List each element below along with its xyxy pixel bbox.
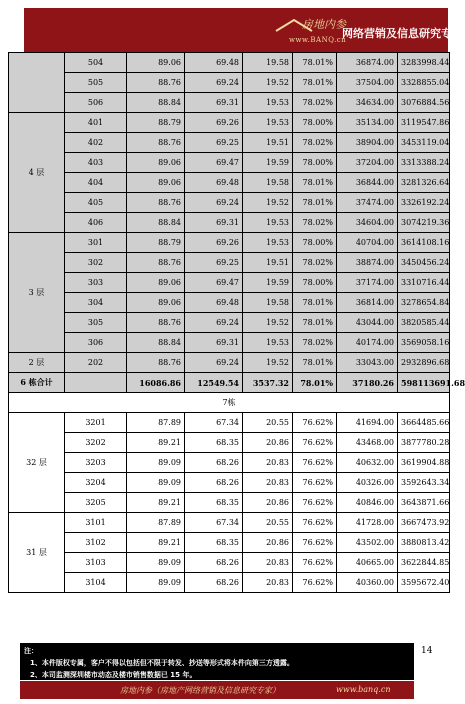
table-cell: 87.89	[127, 413, 185, 433]
table-cell: 40174.00	[337, 333, 398, 353]
table-row	[9, 153, 450, 173]
table-cell: 3281326.64	[398, 173, 450, 193]
total-cell: 78.01%	[293, 373, 337, 393]
table-cell: 78.00%	[293, 153, 337, 173]
notes-line-1: 1、本件版权专属，客户不得以包括但不限于转发、抄送等形式将本件向第三方透露。	[30, 659, 294, 667]
table-cell: 405	[65, 193, 127, 213]
table-cell: 19.59	[243, 273, 293, 293]
table-cell: 68.35	[185, 533, 243, 553]
table-cell: 88.76	[127, 313, 185, 333]
table-cell: 36874.00	[337, 53, 398, 73]
table-cell: 78.01%	[293, 173, 337, 193]
table-cell: 89.21	[127, 533, 185, 553]
footer-url: www.banq.cn	[336, 685, 391, 694]
table-cell: 3076884.56	[398, 93, 450, 113]
table-cell: 89.09	[127, 553, 185, 573]
table-cell: 88.79	[127, 233, 185, 253]
table-cell: 20.83	[243, 453, 293, 473]
table-cell: 19.53	[243, 113, 293, 133]
table-cell: 19.52	[243, 73, 293, 93]
table-cell: 303	[65, 273, 127, 293]
table-cell: 33043.00	[337, 353, 398, 373]
table-cell: 305	[65, 313, 127, 333]
table-cell: 78.02%	[293, 133, 337, 153]
header-banner	[24, 8, 463, 52]
table-cell: 78.02%	[293, 93, 337, 113]
table-cell: 88.76	[127, 73, 185, 93]
table-cell: 89.21	[127, 493, 185, 513]
table-row	[9, 193, 450, 213]
table-cell: 78.02%	[293, 213, 337, 233]
table-cell: 3595672.40	[398, 573, 450, 593]
table-cell: 19.58	[243, 173, 293, 193]
table-cell: 3326192.24	[398, 193, 450, 213]
building-row	[9, 393, 450, 413]
table-cell: 69.24	[185, 353, 243, 373]
table-cell: 406	[65, 213, 127, 233]
table-cell: 88.76	[127, 353, 185, 373]
table-cell: 3203	[65, 453, 127, 473]
table-cell: 403	[65, 153, 127, 173]
table-cell: 19.59	[243, 153, 293, 173]
table-cell: 3664485.66	[398, 413, 450, 433]
table-cell: 78.01%	[293, 353, 337, 373]
table-cell: 20.55	[243, 513, 293, 533]
table-cell: 40632.00	[337, 453, 398, 473]
table-cell: 78.02%	[293, 333, 337, 353]
table-cell: 40326.00	[337, 473, 398, 493]
table-cell: 78.01%	[293, 313, 337, 333]
table-cell: 3103	[65, 553, 127, 573]
table-cell: 3643871.66	[398, 493, 450, 513]
table-cell: 35134.00	[337, 113, 398, 133]
table-cell: 3102	[65, 533, 127, 553]
table-cell: 78.02%	[293, 253, 337, 273]
table-row	[9, 233, 450, 253]
table-cell: 76.62%	[293, 513, 337, 533]
page-number: 14	[421, 646, 433, 656]
table-cell: 40846.00	[337, 493, 398, 513]
table-cell: 78.00%	[293, 273, 337, 293]
table-cell: 69.24	[185, 73, 243, 93]
table-cell: 20.83	[243, 473, 293, 493]
table-cell: 69.31	[185, 213, 243, 233]
table-cell: 202	[65, 353, 127, 373]
table-cell: 68.35	[185, 493, 243, 513]
table-cell: 301	[65, 233, 127, 253]
table-row	[9, 253, 450, 273]
total-cell: 12549.54	[185, 373, 243, 393]
table-cell: 20.83	[243, 573, 293, 593]
table-cell: 76.62%	[293, 413, 337, 433]
table-cell: 88.84	[127, 213, 185, 233]
table-cell: 69.47	[185, 273, 243, 293]
floor-cell: 31 层	[9, 513, 65, 593]
table-cell: 76.62%	[293, 573, 337, 593]
footer-text: 房地内参（房地产网络营销及信息研究专家）	[120, 686, 280, 695]
table-cell: 20.55	[243, 413, 293, 433]
table-row	[9, 133, 450, 153]
table-cell: 89.09	[127, 573, 185, 593]
table-cell: 69.24	[185, 313, 243, 333]
logo-name: 房地内参	[302, 18, 346, 31]
table-cell: 20.86	[243, 533, 293, 553]
table-cell: 3880813.42	[398, 533, 450, 553]
table-cell: 3119547.86	[398, 113, 450, 133]
table-row	[9, 293, 450, 313]
table-cell: 19.58	[243, 53, 293, 73]
table-cell: 68.26	[185, 473, 243, 493]
table-cell: 3310716.44	[398, 273, 450, 293]
table-cell: 87.89	[127, 513, 185, 533]
table-cell: 20.83	[243, 553, 293, 573]
logo-url: www.BANQ.cn	[289, 36, 347, 44]
table-cell: 37474.00	[337, 193, 398, 213]
notes-box	[20, 643, 414, 680]
table-cell: 3820585.44	[398, 313, 450, 333]
table-cell: 89.06	[127, 273, 185, 293]
table-cell: 89.06	[127, 293, 185, 313]
table-row	[9, 173, 450, 193]
table-cell: 88.76	[127, 133, 185, 153]
table-cell: 19.53	[243, 93, 293, 113]
table-row	[9, 93, 450, 113]
table-row	[9, 53, 450, 73]
table-cell: 38904.00	[337, 133, 398, 153]
table-cell: 76.62%	[293, 493, 337, 513]
table-cell: 3877780.28	[398, 433, 450, 453]
table-cell: 89.21	[127, 433, 185, 453]
table-cell: 76.62%	[293, 473, 337, 493]
notes-line-2: 2、本司监测深圳楼市动态及楼市销售数据已 15 年。	[30, 671, 197, 679]
table-cell: 3074219.36	[398, 213, 450, 233]
floor-cell: 2 层	[9, 353, 65, 373]
table-cell: 68.26	[185, 573, 243, 593]
table-cell: 19.52	[243, 193, 293, 213]
table-cell: 506	[65, 93, 127, 113]
table-row	[9, 73, 450, 93]
table-cell: 3283998.44	[398, 53, 450, 73]
table-row	[9, 413, 450, 433]
table-cell: 3205	[65, 493, 127, 513]
table-cell: 36844.00	[337, 173, 398, 193]
total-row	[9, 373, 450, 393]
table-cell: 20.86	[243, 493, 293, 513]
table-row	[9, 453, 450, 473]
table-cell: 78.01%	[293, 193, 337, 213]
table-cell: 41728.00	[337, 513, 398, 533]
table-cell: 504	[65, 53, 127, 73]
notes-title: 注：	[24, 647, 38, 655]
table-row	[9, 473, 450, 493]
table-cell: 69.26	[185, 233, 243, 253]
table-cell: 3667473.92	[398, 513, 450, 533]
table-cell: 19.52	[243, 353, 293, 373]
table-cell: 306	[65, 333, 127, 353]
table-cell: 2932896.68	[398, 353, 450, 373]
total-cell	[65, 373, 127, 393]
total-cell: 16086.86	[127, 373, 185, 393]
table-cell: 69.48	[185, 293, 243, 313]
table-row	[9, 513, 450, 533]
total-cell: 6 栋合计	[9, 373, 65, 393]
table-cell: 3328855.04	[398, 73, 450, 93]
table-cell: 43502.00	[337, 533, 398, 553]
table-cell: 78.01%	[293, 53, 337, 73]
table-row	[9, 353, 450, 373]
table-row	[9, 113, 450, 133]
table-row	[9, 273, 450, 293]
table-cell: 19.53	[243, 233, 293, 253]
floor-cell: 32 层	[9, 413, 65, 513]
table-cell: 78.00%	[293, 113, 337, 133]
floor-cell	[9, 53, 65, 113]
table-cell: 505	[65, 73, 127, 93]
table-cell: 89.09	[127, 473, 185, 493]
table-cell: 69.31	[185, 93, 243, 113]
table-cell: 76.62%	[293, 453, 337, 473]
table-cell: 34634.00	[337, 93, 398, 113]
table-cell: 37504.00	[337, 73, 398, 93]
table-cell: 3313388.24	[398, 153, 450, 173]
table-row	[9, 313, 450, 333]
table-cell: 3204	[65, 473, 127, 493]
total-cell: 37180.26	[337, 373, 398, 393]
table-cell: 3619904.88	[398, 453, 450, 473]
table-cell: 89.06	[127, 173, 185, 193]
table-cell: 69.47	[185, 153, 243, 173]
table-cell: 19.52	[243, 313, 293, 333]
table-cell: 89.06	[127, 53, 185, 73]
table-cell: 34604.00	[337, 213, 398, 233]
table-cell: 88.84	[127, 333, 185, 353]
table-cell: 69.48	[185, 173, 243, 193]
table-cell: 3101	[65, 513, 127, 533]
table-cell: 67.34	[185, 513, 243, 533]
table-cell: 78.01%	[293, 73, 337, 93]
table-cell: 67.34	[185, 413, 243, 433]
table-cell: 3201	[65, 413, 127, 433]
table-cell: 3278654.84	[398, 293, 450, 313]
table-cell: 20.86	[243, 433, 293, 453]
table-cell: 69.26	[185, 113, 243, 133]
total-cell: 598113691.68	[398, 373, 450, 393]
table-cell: 19.58	[243, 293, 293, 313]
table-row	[9, 433, 450, 453]
table-row	[9, 533, 450, 553]
table-cell: 404	[65, 173, 127, 193]
table-cell: 3592643.34	[398, 473, 450, 493]
table-cell: 304	[65, 293, 127, 313]
table-cell: 3622844.85	[398, 553, 450, 573]
sales-table	[8, 52, 465, 593]
table-cell: 3202	[65, 433, 127, 453]
table-cell: 40665.00	[337, 553, 398, 573]
total-cell: 3537.32	[243, 373, 293, 393]
table-cell: 40704.00	[337, 233, 398, 253]
floor-cell: 3 层	[9, 233, 65, 353]
table-cell: 76.62%	[293, 553, 337, 573]
footer-banner	[20, 681, 414, 699]
table-row	[9, 573, 450, 593]
table-cell: 88.76	[127, 193, 185, 213]
table-cell: 88.79	[127, 113, 185, 133]
building-label: 7栋	[9, 393, 450, 413]
table-cell: 88.84	[127, 93, 185, 113]
table-cell: 89.09	[127, 453, 185, 473]
table-cell: 19.53	[243, 213, 293, 233]
table-cell: 37204.00	[337, 153, 398, 173]
table-cell: 37174.00	[337, 273, 398, 293]
floor-cell: 4 层	[9, 113, 65, 233]
table-cell: 3569058.16	[398, 333, 450, 353]
table-cell: 76.62%	[293, 533, 337, 553]
table-cell: 76.62%	[293, 433, 337, 453]
table-cell: 88.76	[127, 253, 185, 273]
table-cell: 402	[65, 133, 127, 153]
table-cell: 3453119.04	[398, 133, 450, 153]
table-cell: 19.51	[243, 133, 293, 153]
table-cell: 302	[65, 253, 127, 273]
table-row	[9, 553, 450, 573]
table-cell: 19.51	[243, 253, 293, 273]
table-cell: 19.53	[243, 333, 293, 353]
table-cell: 78.00%	[293, 233, 337, 253]
table-row	[9, 493, 450, 513]
table-row	[9, 333, 450, 353]
table-cell: 68.26	[185, 453, 243, 473]
table-cell: 3450456.24	[398, 253, 450, 273]
table-cell: 36814.00	[337, 293, 398, 313]
table-cell: 43468.00	[337, 433, 398, 453]
table-cell: 68.35	[185, 433, 243, 453]
table-cell: 69.31	[185, 333, 243, 353]
table-cell: 3104	[65, 573, 127, 593]
table-cell: 40360.00	[337, 573, 398, 593]
table-cell: 69.25	[185, 253, 243, 273]
table-cell: 78.01%	[293, 293, 337, 313]
table-cell: 3614108.16	[398, 233, 450, 253]
table-cell: 89.06	[127, 153, 185, 173]
table-row	[9, 213, 450, 233]
table-cell: 69.24	[185, 193, 243, 213]
table-cell: 68.26	[185, 553, 243, 573]
table-cell: 38874.00	[337, 253, 398, 273]
header-slogan: 网络营销及信息研究专家	[342, 27, 463, 40]
table-cell: 69.25	[185, 133, 243, 153]
table-cell: 69.48	[185, 53, 243, 73]
table-cell: 41694.00	[337, 413, 398, 433]
table-cell: 43044.00	[337, 313, 398, 333]
table-cell: 401	[65, 113, 127, 133]
